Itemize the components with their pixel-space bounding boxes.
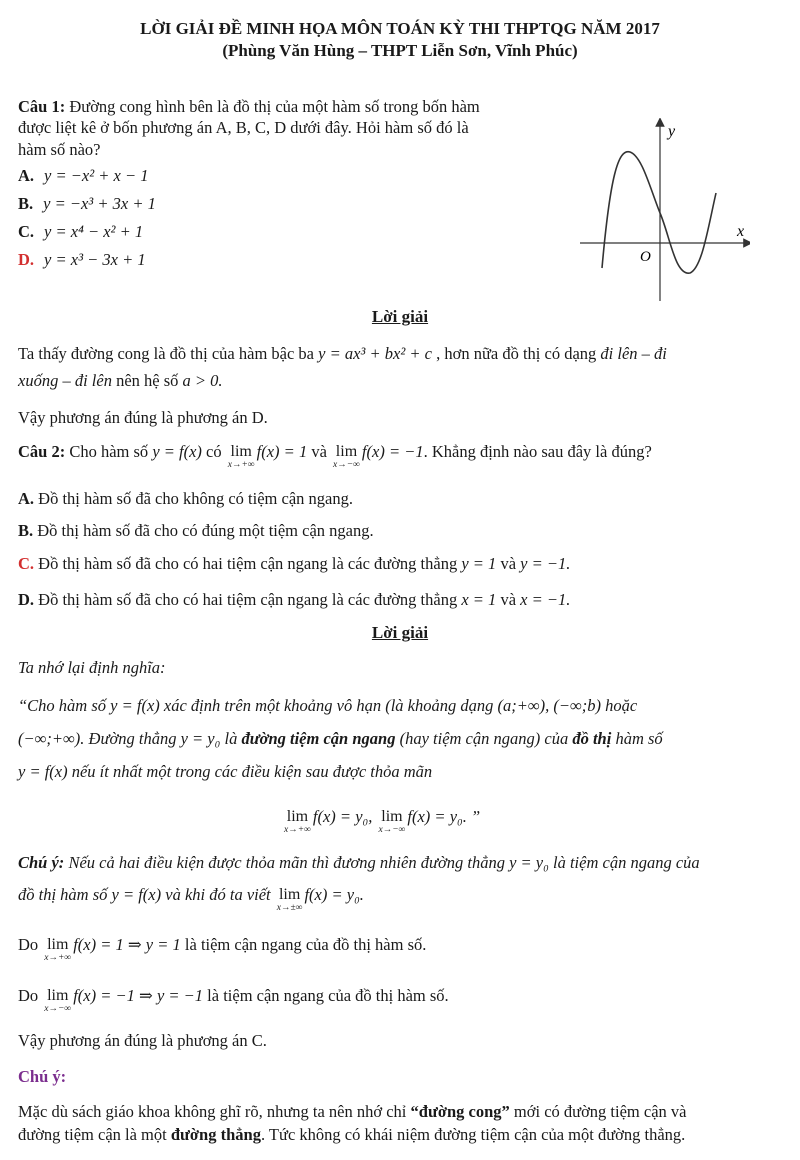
q1-solution-title: Lời giải (371, 307, 429, 326)
q2-conclusion: Vậy phương án đúng là phương án C. (18, 1031, 267, 1050)
q2-option-c: C. Đồ thị hàm số đã cho có hai tiệm cận ngang là các đường thẳng y = 1 và y = −1. (18, 554, 571, 573)
cubic-graph (580, 118, 750, 303)
note-line1: Chú ý: Nếu cả hai điều kiện được thỏa mãn thì đương nhiên đường thẳng y = y₀ là tiệm cận ngang của (18, 853, 700, 872)
chu-y-label: Chú ý: (18, 1067, 67, 1086)
x-axis-label: x (737, 223, 745, 240)
q2-solution-title: Lời giải (371, 623, 429, 642)
q1-text: Câu 1: Đường cong hình bên là đồ thị của một hàm số trong bốn hàm được liệt kê ở bốn phương án A, B, C, D dưới đây. Hỏi hàm số đó là hàm số nào? (18, 97, 480, 159)
author-line: (Phùng Văn Hùng – THPT Liễn Sơn, Vĩnh Phúc) (222, 41, 578, 60)
curve (602, 152, 716, 274)
definition-line3: y = f(x) nếu ít nhất một trong các điều kiện sau được thỏa mãn (18, 762, 433, 781)
q1-option-b: B. y = −x³ + 3x + 1 (18, 194, 156, 213)
q1-option-d: D. y = x³ − 3x + 1 (18, 250, 146, 269)
q1-solution-line1: Ta thấy đường cong là đồ thị của hàm bậc ba y = ax³ + bx² + c , hơn nữa đồ thị có dạng đi lên – đi (18, 344, 667, 363)
final-line1: Mặc dù sách giáo khoa không ghĩ rõ, nhưng ta nên nhớ chỉ “đường cong” mới có đường tiệm cận và (18, 1102, 687, 1121)
q1-option-a: A. y = −x² + x − 1 (18, 166, 149, 185)
q2-text: Câu 2: Cho hàm số y = f(x) có lim x→+∞ f(x) = 1 và lim x→−∞ f(x) = −1. Khẳng định nào sau đây là đúng? (18, 442, 652, 470)
note-line2: đồ thị hàm số y = f(x) và khi đó ta viết lim x→±∞ f(x) = y₀. (18, 885, 364, 913)
q2-option-a: A. Đồ thị hàm số đã cho không có tiệm cận ngang. (18, 489, 353, 508)
do-line2: Do lim x→−∞ f(x) = −1 ⇒ y = −1 là tiệm cận ngang của đồ thị hàm số. (18, 986, 449, 1014)
q2-option-b: B. Đồ thị hàm số đã cho có đúng một tiệm cận ngang. (18, 521, 374, 540)
do-line1: Do lim x→+∞ f(x) = 1 ⇒ y = 1 là tiệm cận ngang của đồ thị hàm số. (18, 935, 427, 963)
q1-conclusion: Vậy phương án đúng là phương án D. (18, 408, 268, 427)
q1-option-c: C. y = x⁴ − x² + 1 (18, 222, 144, 241)
y-axis-label: y (668, 123, 676, 140)
final-line2: đường tiệm cận là một đường thẳng. Tức không có khái niệm đường tiệm cận của một đường thẳng. (18, 1125, 686, 1144)
q1-solution-line2: xuống – đi lên nên hệ số a > 0. (18, 371, 223, 390)
definition-line2: (−∞;+∞). Đường thẳng y = y₀ là đường tiệm cận ngang (hay tiệm cận ngang) của đồ thị hàm số (18, 729, 663, 748)
origin-label: O (640, 249, 651, 265)
q2-option-d: D. Đồ thị hàm số đã cho có hai tiệm cận ngang là các đường thẳng x = 1 và x = −1. (18, 590, 571, 609)
definition-equation: lim x→+∞ f(x) = y₀, lim x→−∞ f(x) = y₀. ” (284, 807, 481, 835)
page-title: LỜI GIẢI ĐỀ MINH HỌA MÔN TOÁN KỲ THI THPTQG NĂM 2017 (140, 19, 660, 38)
recall-line: Ta nhớ lại định nghĩa: (18, 658, 166, 677)
q1-label: Câu 1: (18, 97, 66, 116)
definition-line1: “Cho hàm số y = f(x) xác định trên một khoảng vô hạn (là khoảng dạng (a;+∞), (−∞;b) hoặc (18, 696, 638, 715)
